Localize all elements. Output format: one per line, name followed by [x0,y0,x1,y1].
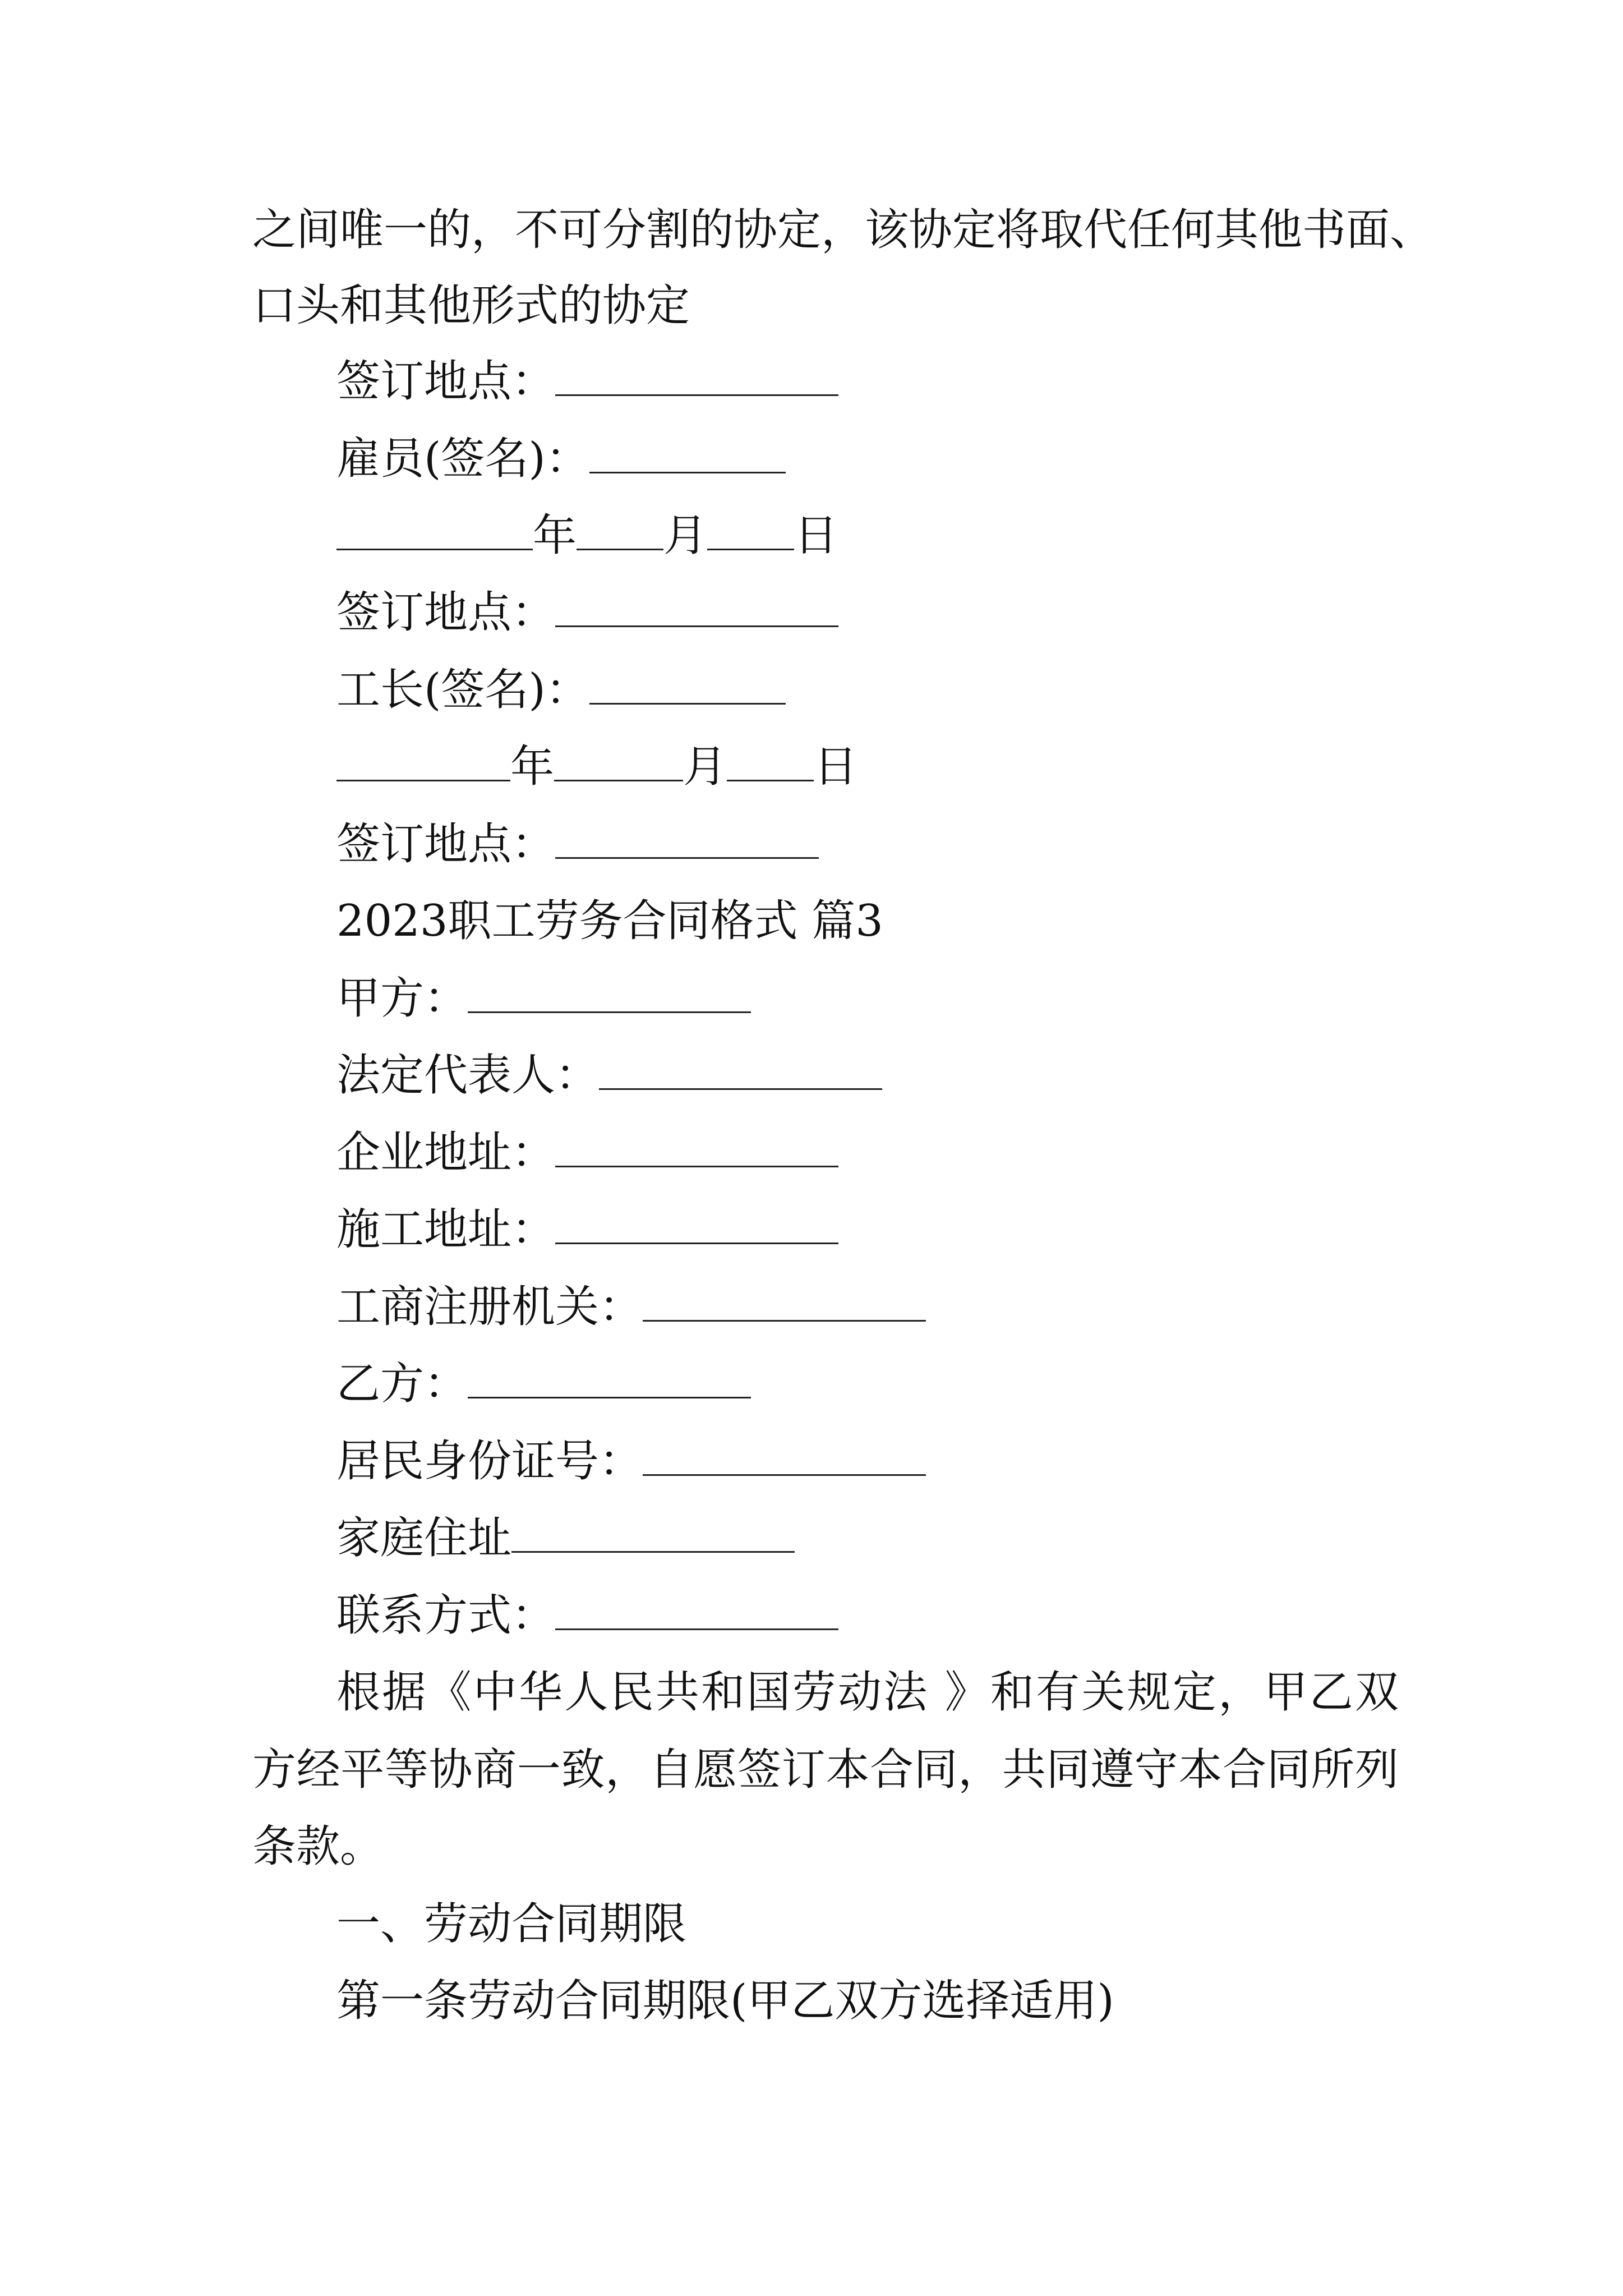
field-label: 法定代表人： [336,1050,600,1101]
blank-line [555,817,819,859]
field-label: 甲方： [336,973,468,1024]
field-label: 联系方式： [336,1590,556,1641]
paragraph-line: 口头和其他形式的协定 [252,280,690,331]
form-field-sign-place [336,353,1399,409]
blank-line [555,1202,838,1244]
blank-line [468,971,751,1013]
blank-line [707,508,794,550]
form-field-legal-rep [336,1047,1399,1103]
field-label: 乙方： [336,1359,468,1409]
blank-line [555,354,838,396]
blank-line [577,508,663,550]
paragraph-line: 条款。 [252,1821,384,1872]
form-field-date [336,508,1399,564]
field-label: 签订地点： [336,356,556,407]
form-field-company-address [336,1125,1399,1181]
field-label: 签订地点： [336,587,556,638]
field-label: 工长(签名)： [336,665,589,715]
form-field-business-registry [336,1279,1399,1335]
blank-line [468,1356,751,1398]
date-day-label: 日 [794,510,838,561]
field-label: 签订地点： [336,819,556,869]
date-month-label: 月 [683,742,727,792]
field-label: 施工地址： [336,1204,556,1255]
date-month-label: 月 [663,510,708,561]
blank-line [555,1588,838,1630]
blank-line [599,1048,882,1090]
article-line: 第一条劳动合同期限(甲乙双方选择适用) [336,1976,1114,2026]
blank-line [336,508,533,550]
blank-line [555,585,838,627]
blank-line [643,1280,926,1322]
paragraph-line: 方经平等协商一致，自愿签订本合同，共同遵守本合同所列 [252,1745,1399,1795]
form-field-party-a [336,970,1399,1027]
field-label: 居民身份证号： [336,1436,643,1487]
date-year-label: 年 [533,510,577,561]
field-label: 家庭住址 [336,1513,512,1563]
blank-line [589,431,786,473]
form-field-home-address [336,1510,1399,1566]
field-label: 雇员(签名)： [336,434,589,484]
form-field-contact [336,1588,1399,1644]
paragraph-line: 根据《中华人民共和国劳动法 》和有关规定，甲乙双 [336,1667,1399,1718]
form-field-construction-address [336,1202,1399,1258]
section-title: 2023职工劳务合同格式 篇3 [336,896,883,946]
date-day-label: 日 [814,742,858,792]
paragraph-line: 之间唯一的，不可分割的协定，该协定将取代任何其他书面、 [252,205,1434,255]
form-field-foreman-sign [336,662,1399,718]
blank-line [511,1511,795,1553]
blank-line [336,739,510,781]
date-year-label: 年 [510,742,555,792]
section-heading: 一、劳动合同期限 [336,1899,687,1949]
blank-line [589,662,786,705]
blank-line [554,739,683,781]
form-field-id-number [336,1433,1399,1489]
blank-line [727,739,814,781]
form-field-date [336,739,1399,795]
blank-line [643,1434,926,1476]
form-field-employee-sign [336,431,1399,487]
form-field-sign-place [336,816,1399,872]
form-field-sign-place [336,585,1399,641]
blank-line [555,1125,838,1167]
form-field-party-b [336,1356,1399,1412]
field-label: 工商注册机关： [336,1282,643,1332]
field-label: 企业地址： [336,1128,556,1178]
